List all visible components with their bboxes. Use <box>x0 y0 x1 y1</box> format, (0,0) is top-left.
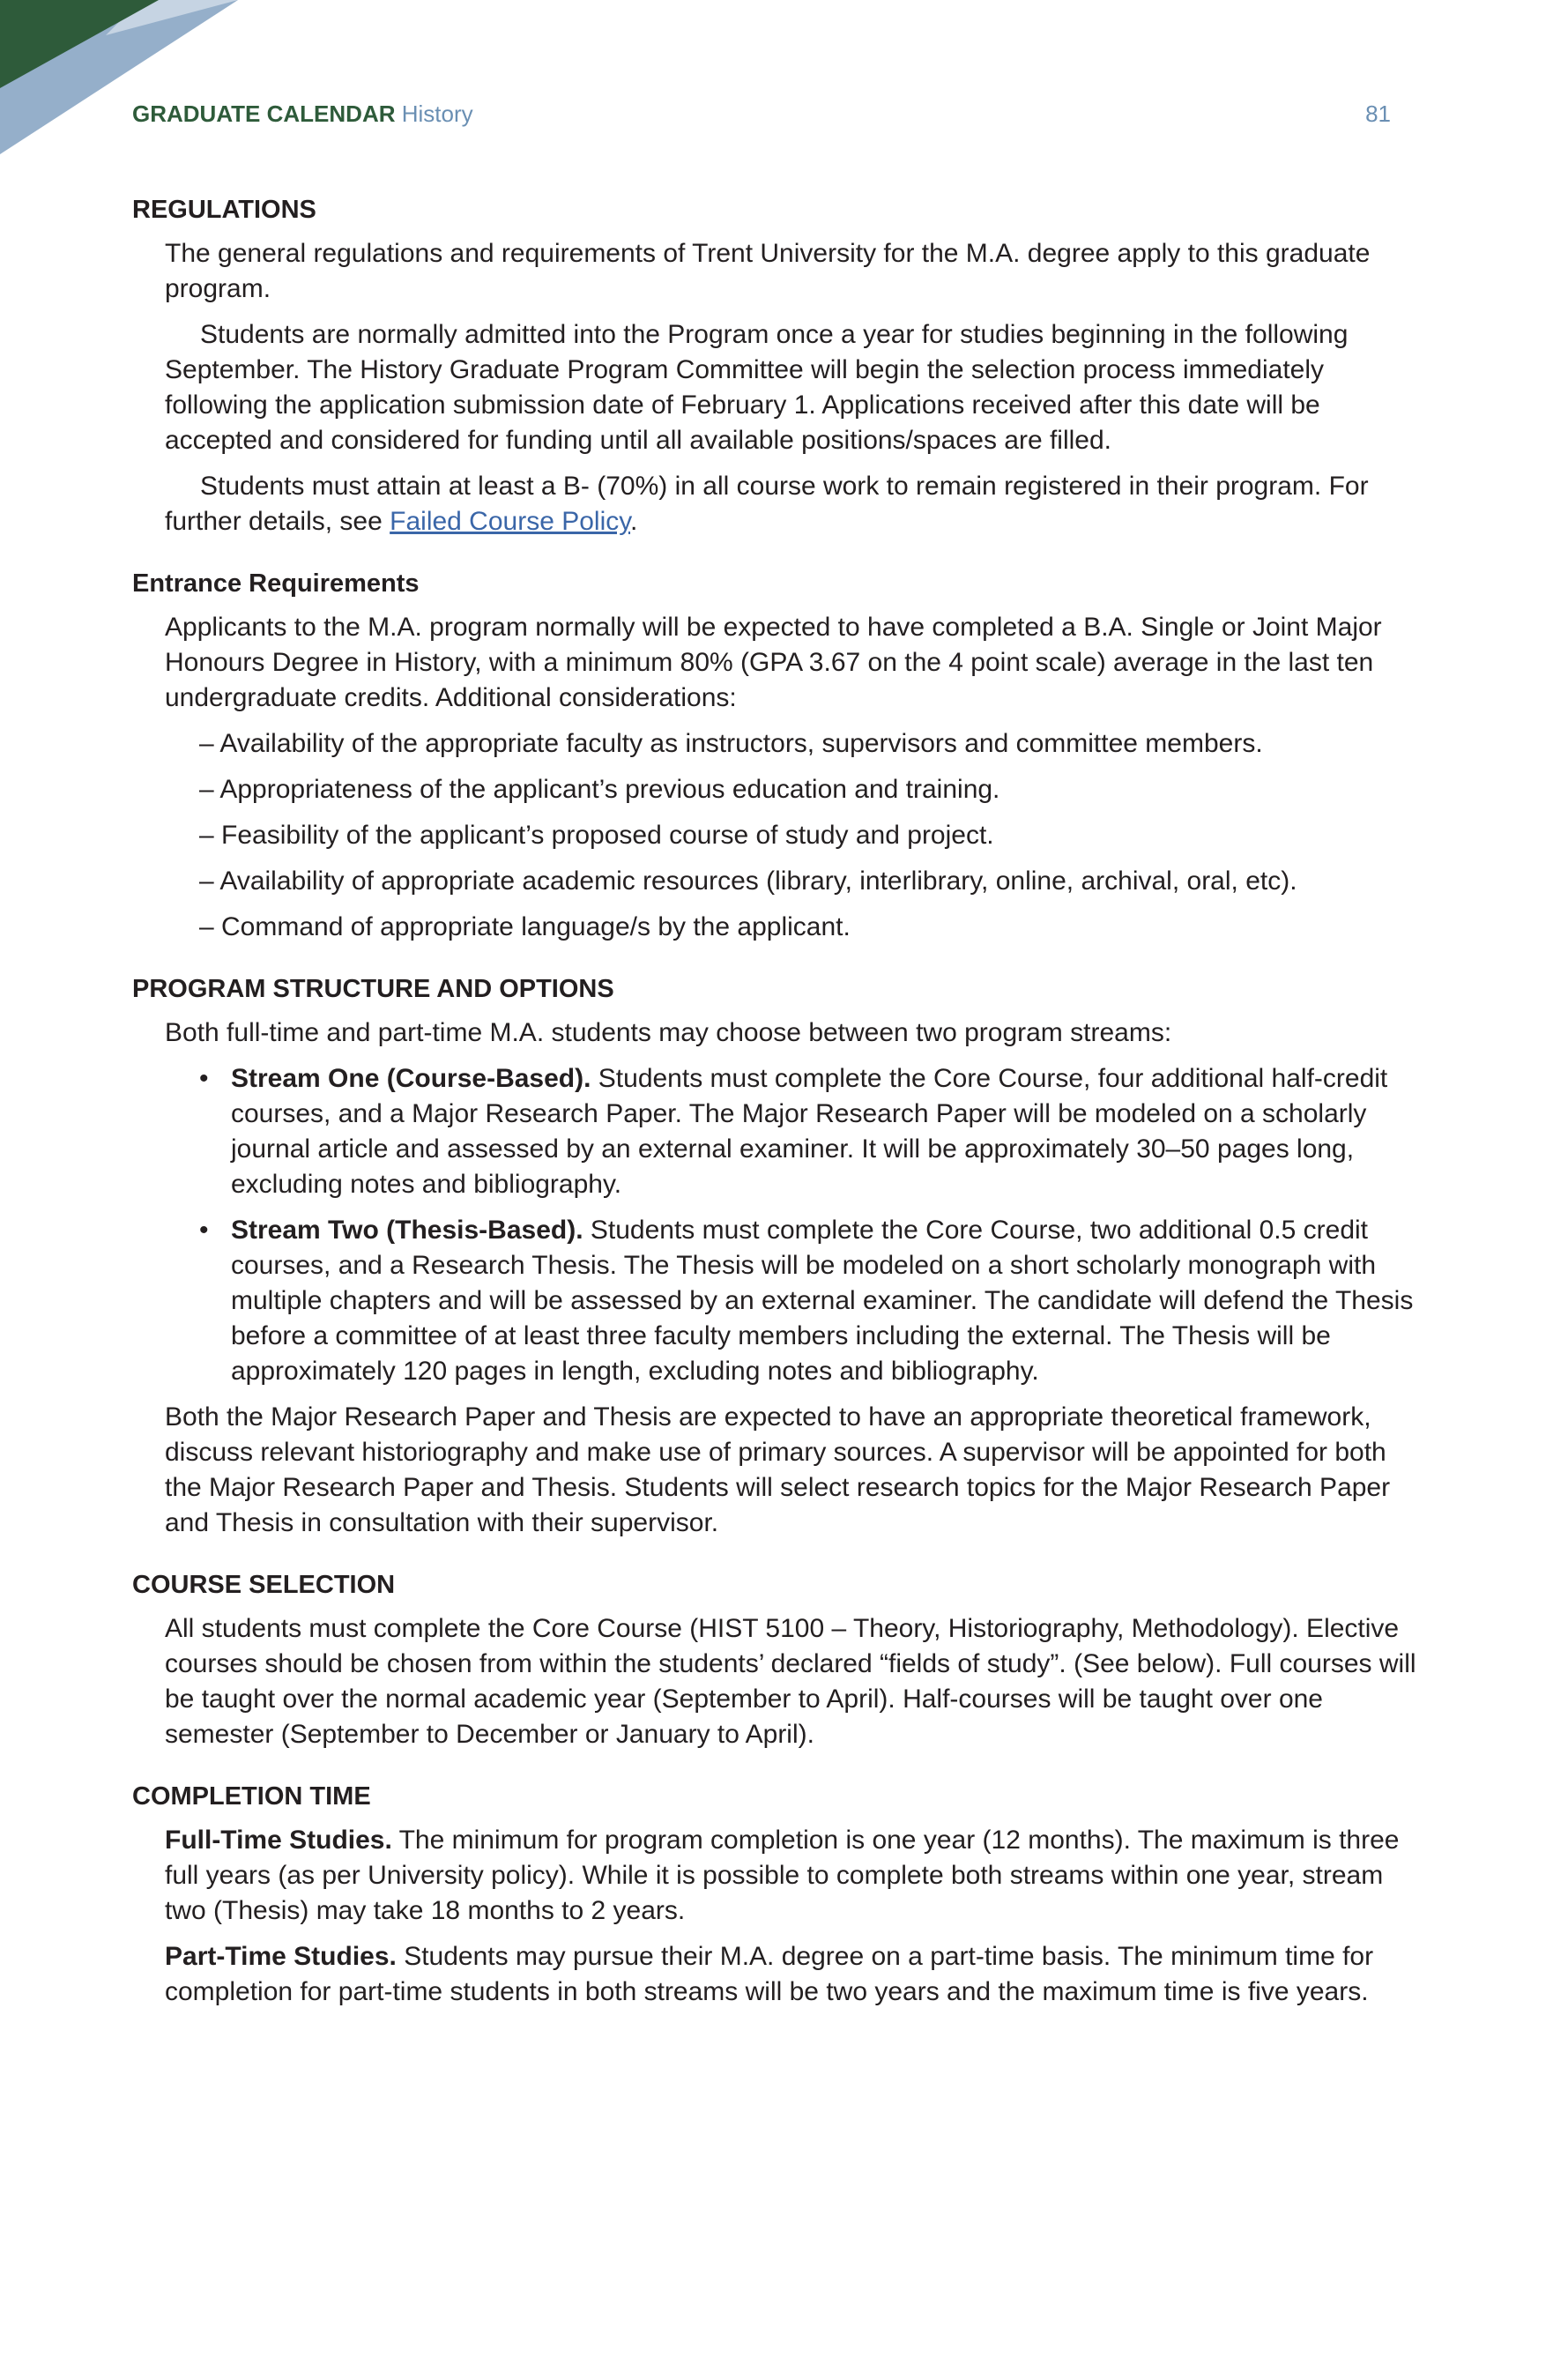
regulations-heading: REGULATIONS <box>132 196 316 224</box>
entrance-item: – Availability of appropriate academic resources (library, interlibrary, online, archival, oral, etc). <box>199 866 1297 896</box>
part-time-paragraph <box>165 1939 1419 2010</box>
stream-two-text: Students must complete the Core Course, two additional 0.5 credit courses, and a Research Thesis. The Thesis will be modeled on a short scholarly monograph with multiple chapters and will be assessed by an external examiner. The candidate will defend the Thesis before a committee of at least three faculty members including the external. The Thesis will be approximately 120 pages in length, excluding notes and bibliography. <box>231 1216 1414 1386</box>
regulations-p3-end: . <box>630 507 638 536</box>
section-regulations <box>132 192 1419 539</box>
page-number: 81 <box>1365 100 1391 127</box>
header-calendar: GRADUATE CALENDAR <box>132 100 396 127</box>
entrance-item: – Appropriateness of the applicant’s previous education and training. <box>199 775 1000 804</box>
section-entrance <box>132 566 1419 945</box>
stream-two-title: Stream Two (Thesis-Based). <box>231 1216 583 1245</box>
regulations-p2: Students are normally admitted into the Program once a year for studies beginning in the following September. The History Graduate Program Committee will begin the selection process immediately following the application submission date of February 1. Applications received after this date will be accepted and considered for funding until all available positions/spaces are filled. <box>165 320 1349 455</box>
structure-heading: PROGRAM STRUCTURE AND OPTIONS <box>132 975 614 1003</box>
regulations-p3 <box>165 469 1419 539</box>
regulations-p3-text: Students must attain at least a B- (70%) in all course work to remain registered in their program. For further details, see <box>165 472 1369 536</box>
bullet: • <box>199 1064 209 1093</box>
section-structure <box>132 971 1419 1541</box>
stream-two-item <box>199 1213 1419 1389</box>
header-subject: History <box>401 100 473 127</box>
entrance-item: – Feasibility of the applicant’s proposed course of study and project. <box>199 821 994 850</box>
document-body <box>132 192 1419 2036</box>
structure-intro: Both full-time and part-time M.A. students may choose between two program streams: <box>165 1018 1172 1047</box>
failed-course-policy-link[interactable]: Failed Course Policy <box>390 507 631 536</box>
regulations-p1: The general regulations and requirements of Trent University for the M.A. degree apply to this graduate program. <box>165 239 1371 303</box>
full-time-text: The minimum for program completion is one year (12 months). The maximum is three full years (as per University policy). While it is possible to complete both streams within one year, stream two (Thesis) may take 18 months to 2 years. <box>165 1826 1400 1925</box>
section-course-selection <box>132 1567 1419 1752</box>
entrance-heading: Entrance Requirements <box>132 569 420 598</box>
stream-one-text: Students must complete the Core Course, four additional half-credit courses, and a Major Research Paper. The Major Research Paper will be modeled on a scholarly journal article and assessed by an external examiner. It will be approximately 30–50 pages long, excluding notes and bibliography. <box>231 1064 1388 1199</box>
stream-one-item <box>199 1061 1419 1202</box>
full-time-paragraph <box>165 1823 1419 1929</box>
structure-closing: Both the Major Research Paper and Thesis are expected to have an appropriate theoretical framework, discuss relevant historiography and make use of primary sources. A supervisor will be appointed for both the Major Research Paper and Thesis. Students will select research topics for the Major Research Paper and Thesis in consultation with their supervisor. <box>165 1402 1391 1537</box>
part-time-text: Students may pursue their M.A. degree on a part-time basis. The minimum time for completion for part-time students in both streams will be two years and the maximum time is five years. <box>165 1942 1374 2006</box>
stream-one-title: Stream One (Course-Based). <box>231 1064 591 1093</box>
entrance-item: – Command of appropriate language/s by the applicant. <box>199 912 851 941</box>
part-time-title: Part-Time Studies. <box>165 1942 397 1971</box>
bullet: • <box>199 1216 209 1245</box>
page-header <box>132 100 1391 136</box>
course-selection-p1: All students must complete the Core Course (HIST 5100 – Theory, Historiography, Methodology). Elective courses should be chosen from within the students’ declared “fields of study”. (See below). Full courses will be taught over the normal academic year (September to April). Half-courses will be taught over one semester (September to December or January to April). <box>165 1614 1416 1749</box>
course-selection-heading: COURSE SELECTION <box>132 1571 396 1599</box>
entrance-p1: Applicants to the M.A. program normally will be expected to have completed a B.A. Single or Joint Major Honours Degree in History, with a minimum 80% (GPA 3.67 on the 4 point scale) average in the last ten undergraduate credits. Additional considerations: <box>165 613 1382 712</box>
section-completion <box>132 1779 1419 2010</box>
stream-list <box>132 1061 1419 1389</box>
full-time-title: Full-Time Studies. <box>165 1826 392 1855</box>
completion-heading: COMPLETION TIME <box>132 1782 371 1811</box>
entrance-item: – Availability of the appropriate faculty as instructors, supervisors and committee members. <box>199 729 1263 758</box>
